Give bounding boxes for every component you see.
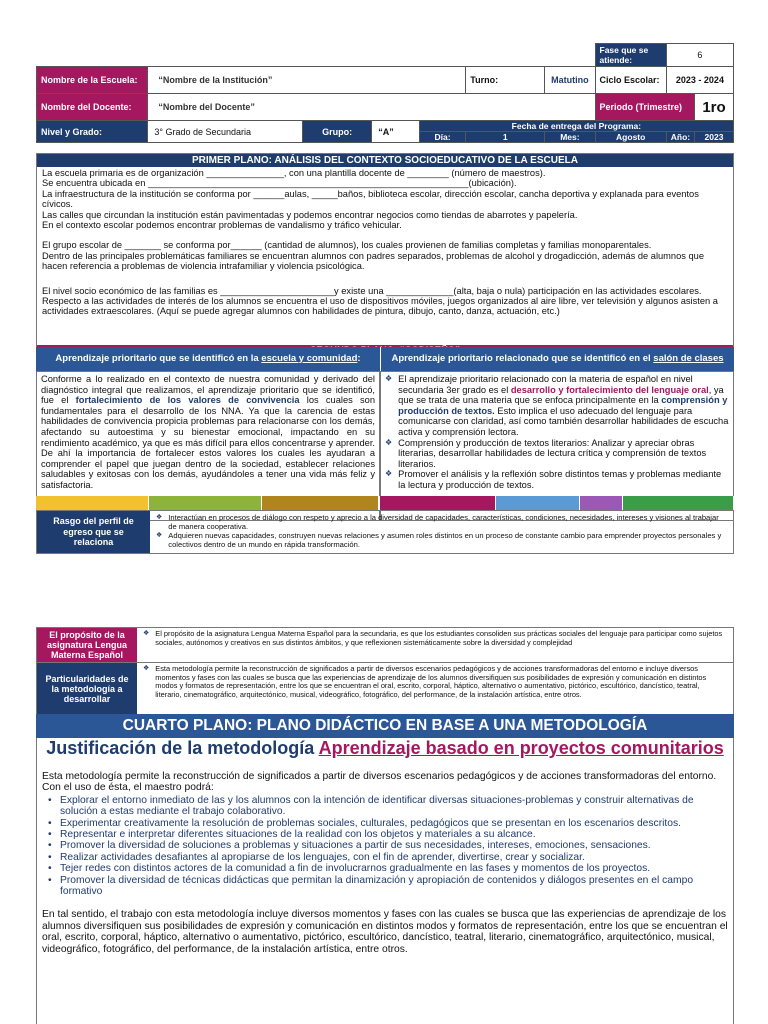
contexto-line: El nivel socio económico de las familias es ______________________y existe una _____________(alta, baja o nula) participación en las actividades escolares. bbox=[42, 285, 702, 296]
nivel-value: 3° Grado de Secundaria bbox=[148, 121, 303, 143]
contexto-line: Dentro de las principales problemáticas familiares se encuentran alumnos con padres separados, problemas de alcohol y drogadicción, además de alumnos que hacen referencia a problemas de violencia intrafamiliar y violencia psicológica. bbox=[42, 250, 705, 272]
diamond-bullet-icon: ❖ bbox=[143, 665, 150, 672]
mes-label: Mes: bbox=[545, 132, 595, 143]
nivel-label: Nivel y Grado: bbox=[37, 121, 148, 143]
contexto-line: La infraestructura de la institución se conforma por ______aulas, _____baños, biblioteca escolar, dirección escolar, cancha deportiva y explanada para eventos cívicos. bbox=[42, 188, 699, 210]
proposito-row bbox=[37, 628, 733, 663]
diamond-bullet-icon: ❖ bbox=[385, 437, 393, 447]
diamond-bullet-icon: ❖ bbox=[156, 532, 163, 539]
justificacion-closing: En tal sentido, el trabajo con esta metodología incluye diversos momentos y fases con las cuales se busca que las experiencias de aprendizaje de los alumnos diversifiquen sus posibilidades de expresión y comunicación en distintos modos y formatos de representación, entre los que se encuentran el oral, escrito, corporal, háptico, alternativo o aumentativo, pictórico, escultórico, dancístico, teatral, literario, cinematográfico, arquitectónico, musical, videográfico, fotográfico, del performance, de la instalación artística, entre otros. bbox=[42, 909, 728, 955]
primer-plano-title: PRIMER PLANO: ANÁLISIS DEL CONTEXTO SOCIOEDUCATIVO DE LA ESCUELA bbox=[37, 154, 733, 167]
list-item: • Representar e interpretar diferentes situaciones de la realidad con los objetos y materiales a su alcance. bbox=[60, 829, 728, 840]
list-item: ❖ Interactúan en procesos de diálogo con respeto y aprecio a la diversidad de capacidades, características, condiciones, necesidades, intereses y visiones al trabajar de manera cooperativa. bbox=[156, 513, 719, 531]
contexto-line: Respecto a las actividades de interés de los alumnos se encuentra el uso de dispositivos móviles, juegos organizados al aire libre, ver televisión y algunos asisten a actividades extraescolares. (Aquí se puede agregar alumnos con habilidades de pintura, dibujo, canto, danza, actuación, etc.) bbox=[42, 296, 718, 317]
header-table bbox=[36, 43, 734, 143]
proposito-text: ❖ El propósito de la asignatura Lengua Materna Español para la secundaria, es que los estudiantes consoliden sus prácticas sociales del lenguaje para participar como sujetos sociales, autónomos y creativos en sus distintos ámbitos, y que reflexionen sistemáticamente sobre la diversidad y complejidad bbox=[137, 628, 733, 662]
fase-value: 6 bbox=[666, 44, 733, 67]
grupo-label: Grupo: bbox=[303, 121, 372, 143]
color-segment bbox=[149, 496, 262, 510]
anio-label: Año: bbox=[666, 132, 694, 143]
justificacion-list bbox=[42, 795, 728, 898]
grupo-value: “A” bbox=[372, 121, 420, 143]
turno-label: Turno: bbox=[466, 67, 545, 94]
contexto-line: El grupo escolar de _______ se conforma por______ (cantidad de alumnos), los cuales provienen de familias completas y familias monoparentales. bbox=[42, 240, 652, 251]
perfil-egreso-label: Rasgo del perfil de egreso que se relaciona bbox=[37, 511, 150, 553]
list-item: ❖ El aprendizaje prioritario relacionado con la materia de español en nivel secundaria 3er grado es el desarrollo y fortalecimiento del lenguaje oral, ya que se trata de una materia que se enfoca principalmente en la comprensión y producción de textos. Esto implica el uso adecuado del lenguaje para comunicarse con claridad, así como también desarrollar habilidades de escucha activa y comprensión lectora. bbox=[385, 374, 729, 437]
primer-plano-section bbox=[36, 153, 734, 357]
ciclo-label: Ciclo Escolar: bbox=[595, 67, 666, 94]
proposito-label: El propósito de la asignatura Lengua Materna Español bbox=[37, 628, 137, 662]
justificacion-title: Justificación de la metodología Aprendizaje basado en proyectos comunitarios bbox=[46, 738, 724, 758]
color-segment bbox=[380, 496, 496, 510]
color-segment bbox=[36, 496, 149, 510]
list-item: • Tejer redes con distintos actores de la comunidad a fin de involucrarnos gradualmente en las fases y momentos de los proyectos. bbox=[60, 863, 728, 874]
campos-formativos-color-bar bbox=[36, 496, 734, 510]
list-item: • Realizar actividades desafiantes al apropiarse de los lenguajes, con el fin de aprender, divertirse, crear y socializar. bbox=[60, 852, 728, 863]
mes-value: Agosto bbox=[595, 132, 666, 143]
turno-value: Matutino bbox=[545, 67, 595, 94]
color-segment bbox=[623, 496, 734, 510]
list-item: ❖ Comprensión y producción de textos literarios: Analizar y apreciar obras literarias, desarrollar habilidades de lectura crítica y comprensión de textos literarios. bbox=[385, 437, 707, 469]
particularidades-text: ❖ Esta metodología permite la reconstrucción de significados a partir de diversos escenarios pedagógicos y de acciones transformadoras del entorno e incluye diversos momentos y fases con las cuales se busca que las experiencias de aprendizaje de los alumnos diversifiquen sus posibilidades de expresión y comunicación en distintos modos y formatos de representación, entre los que se encuentran el oral, escrito, corporal, háptico, alternativo o aumentativo, pictórico, escultórico, dancístico, teatral, literario, cinematográfico, arquitectónico, musical, videográfico, fotográfico, del performance, de la instalación artística, entre otros. bbox=[137, 663, 733, 715]
list-item: ❖ Adquieren nuevas capacidades, construyen nuevas relaciones y asumen roles distintos en un proceso de constante cambio para emprender proyectos personales y colectivos dentro de un mundo en rápida transformación. bbox=[156, 531, 722, 549]
diamond-bullet-icon: ❖ bbox=[143, 630, 150, 637]
perfil-egreso-text bbox=[150, 511, 733, 553]
contexto-line: En el contexto escolar podemos encontrar problemas de vandalismo y tráfico vehicular. bbox=[42, 220, 402, 231]
aprendizaje-escuela-header: Aprendizaje prioritario que se identificó en la escuela y comunidad: bbox=[36, 347, 380, 371]
color-segment bbox=[262, 496, 379, 510]
anio-value: 2023 bbox=[694, 132, 733, 143]
dia-value: 1 bbox=[466, 132, 545, 143]
color-segment bbox=[496, 496, 580, 510]
particularidades-row bbox=[37, 663, 733, 715]
contexto-line: La escuela primaria es de organización _______________, con una plantilla docente de ________ (número de maestros). bbox=[42, 168, 546, 178]
contexto-body bbox=[37, 167, 733, 318]
contexto-line: Se encuentra ubicada en ______________________________________________________________(ubicación). bbox=[42, 178, 517, 189]
list-item: • Explorar el entorno inmediato de las y los alumnos con la intención de identificar diversas situaciones-problemas y construir alternativas de solución a estas mediante el trabajo colaborativo. bbox=[60, 795, 728, 818]
list-item: • Promover la diversidad de soluciones a problemas y situaciones a partir de sus necesidades, intereses, emociones, sensaciones. bbox=[60, 840, 728, 851]
periodo-label: Periodo (Trimestre) bbox=[595, 94, 694, 121]
fecha-label: Fecha de entrega del Programa: bbox=[419, 121, 733, 132]
list-item: ❖ Promover el análisis y la reflexión sobre distintos temas y problemas mediante la lectura y producción de textos. bbox=[385, 469, 722, 490]
justificacion-section bbox=[36, 738, 734, 1024]
perfil-egreso-row bbox=[36, 510, 734, 554]
color-segment bbox=[580, 496, 623, 510]
list-item: • Promover la diversidad de técnicas didácticas que permitan la dinamización y apropiación de contenidos y diálogos presentes en el campo formativo bbox=[60, 875, 728, 898]
list-item: • Experimentar creativamente la resolución de problemas sociales, culturales, pedagógicos que se presentan en los escenarios descritos. bbox=[60, 818, 728, 829]
diamond-bullet-icon: ❖ bbox=[385, 469, 393, 479]
proposito-table bbox=[36, 627, 734, 716]
ciclo-value: 2023 - 2024 bbox=[666, 67, 733, 94]
justificacion-body bbox=[37, 771, 733, 955]
cuarto-plano-title: CUARTO PLANO: PLANO DIDÁCTICO EN BASE A UNA METODOLOGÍA bbox=[36, 714, 734, 738]
nombre-escuela-label: Nombre de la Escuela: bbox=[37, 67, 148, 94]
justificacion-intro: Esta metodología permite la reconstrucción de significados a partir de diversos escenarios pedagógicos y de acciones transformadoras del entorno. Con el uso de ésta, el maestro podrá: bbox=[42, 771, 717, 794]
diamond-bullet-icon: ❖ bbox=[156, 514, 163, 521]
aprendizaje-escuela-text: Conforme a lo realizado en el contexto de nuestra comunidad y derivado del diagnóstico integral que realizamos, el aprendizaje prioritario que se identificó, fue el fortalecimiento de los valores de convivencia los cuales son fundamentales para el desarrollo de los NNA. Ya que la carencia de estas habilidades de convivencia propicia problemas para relacionarse con los demás, afectando su autoestima y su bienestar emocional, impactando en su rendimiento académico, ya que es más difícil para ellos concentrarse y aprender. De ahí la importancia de fortalecer estos valores los cuales les ayudaran a comprender el papel que juegan dentro de la sociedad, establecer relaciones saludables y exitosas con los demás, ayudándoles a tener una vida más feliz y satisfactoria. bbox=[36, 371, 380, 521]
aprendizaje-salon-header: Aprendizaje prioritario relacionado que se identificó en el salón de clases bbox=[380, 347, 734, 371]
nombre-docente-label: Nombre del Docente: bbox=[37, 94, 148, 121]
contexto-line: Las calles que circundan la institución están pavimentadas y podemos encontrar negocios como tiendas de abarrotes y papelería. bbox=[42, 209, 578, 220]
nombre-escuela-value: “Nombre de la Institución” bbox=[148, 67, 466, 94]
diamond-bullet-icon: ❖ bbox=[385, 374, 393, 383]
nombre-docente-value: “Nombre del Docente” bbox=[148, 94, 595, 121]
particularidades-label: Particularidades de la metodología a desarrollar bbox=[37, 663, 137, 715]
dia-label: Día: bbox=[419, 132, 466, 143]
fase-label: Fase que se atiende: bbox=[595, 44, 666, 67]
periodo-value: 1ro bbox=[694, 94, 733, 121]
